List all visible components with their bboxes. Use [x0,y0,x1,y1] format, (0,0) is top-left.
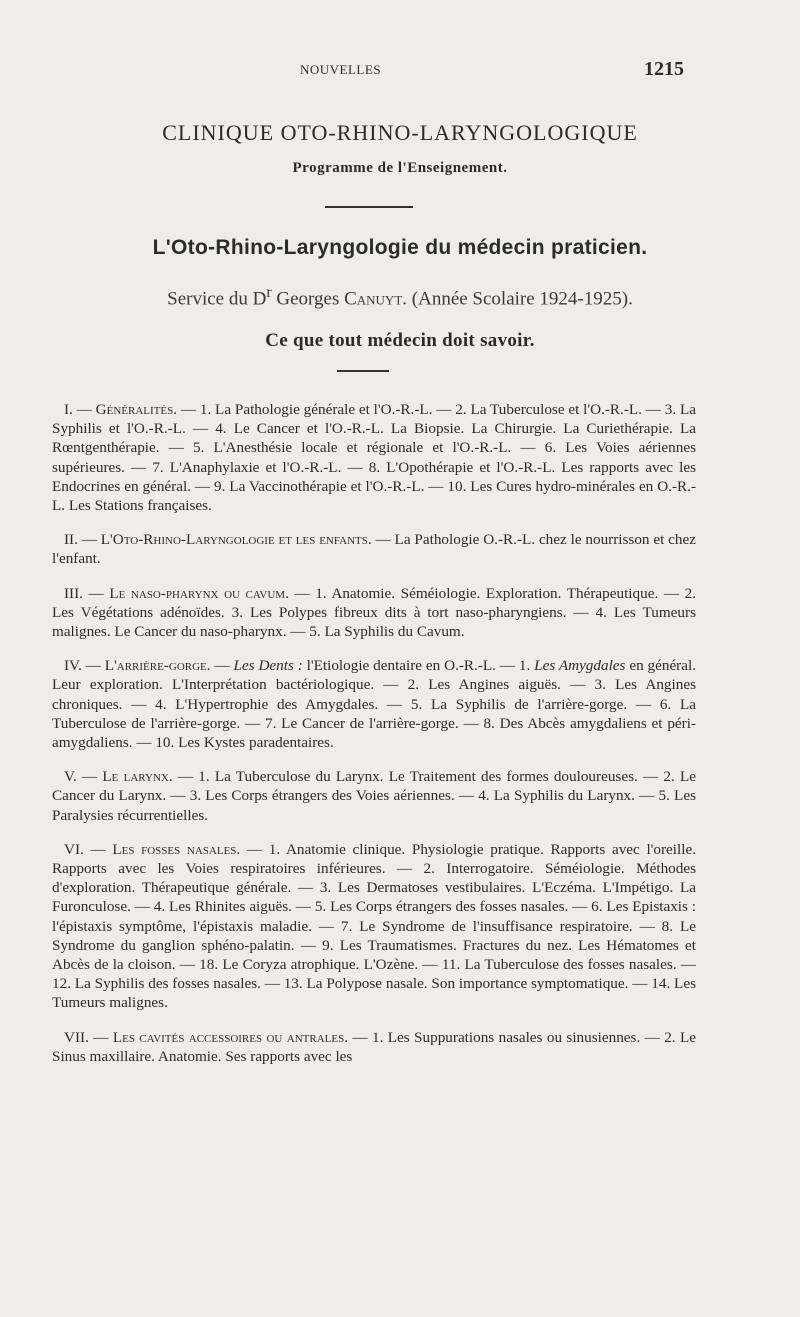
divider-rule [325,206,413,208]
section-text: en général. Leur exploration. L'Interprétation bactériologique. — 2. Les Angines aiguës. — 3. Les Angines chroniques. — 4. L'Hypertrophie des Amygdales. — 5. La Syphilis de l'arrière-gorge. — 6. La Tuberculose de l'arrière-gorge. — 7. Le Cancer de l'arrière-gorge. — 8. Des Abcès amygdaliens et péri-amygdaliens. — 10. Les Kystes paradentaires. [52,657,697,752]
divider-rule [337,370,389,372]
section-heading: Ce que tout médecin doit savoir. [265,330,535,351]
service-year: (Année Scolaire 1924-1925). [411,288,633,310]
section-head: Le naso-pharynx ou cavum. [109,584,289,602]
running-header [0,60,800,84]
section-number: III. — [64,584,110,602]
service-prefix: Service du D [167,288,267,310]
section-number: VI. — [64,840,113,858]
syllabus-section: IV. — L'arrière-gorge. — Les Dents : l'Etiologie dentaire en O.-R.-L. — 1. Les Amygdales en général. Leur exploration. L'Interprétation bactériologique. — 2. Les Angines aiguës. — 3. Les Angines chroniques. — 4. L'Hypertrophie des Amygdales. — 5. La Syphilis de l'arrière-gorge. — 6. La Tuberculose de l'arrière-gorge. — 7. Le Cancer de l'arrière-gorge. — 8. Des Abcès amygdaliens et péri-amygdaliens. — 10. Les Kystes paradentaires. [52,657,697,752]
syllabus-section [52,767,696,825]
programme-subtitle: Programme de l'Enseignement. [292,160,508,176]
syllabus-section [52,400,696,515]
section-text: — 1. Anatomie. Séméiologie. Exploration. Thérapeutique. — 2. Les Végétations adénoïdes. 3. Les Polypes fibreux dits à tort naso-pharyngiens. — 4. Les Tumeurs malignes. Le Cancer du naso-pharynx. — 5. La Syphilis du Cavum. [52,584,696,641]
page-number: 1215 [644,58,684,80]
service-first-name: Georges [276,288,340,310]
section-number: IV. — [64,657,105,675]
clinic-title: CLINIQUE OTO-RHINO-LARYNGOLOGIQUE [162,120,638,145]
section-text: — 1. Anatomie clinique. Physiologie pratique. Rapports avec l'oreille. Rapports avec les Voies respiratoires inférieures. — 2. Interrogatoire. Séméiologie. Méthodes d'exploration. Thérapeutique générale. — 3. Les Dermatoses vestibulaires. L'Eczéma. L'Impétigo. La Furonculose. — 4. Les Rhinites aiguës. — 5. Les Corps étrangers des fosses nasales. — 6. Les Epistaxis : l'épistaxis symptôme, l'épistaxis maladie. — 7. Le Syndrome de l'insuffisance respiratoire. — 8. Le Syndrome du ganglion sphéno-palatin. — 9. Les Traumatismes. Fractures du nez. Les Hématomes et Abcès de la cloison. — 18. Le Coryza atrophique. L'Ozène. — 11. La Tuberculose des fosses nasales. — 12. La Syphilis des fosses nasales. — 13. La Polypose nasale. Son importance symptomatique. — 14. Les Tumeurs malignes. [52,840,696,1012]
section-head: Les fosses nasales. [112,840,241,858]
syllabus-section [52,840,696,1013]
syllabus-body [52,400,696,1081]
section-head: Généralités. [95,401,178,418]
section-text: — 1. La Pathologie générale et l'O.-R.-L. — 2. La Tuberculose et l'O.-R.-L. — 3. La Syphilis et l'O.-R.-L. — 4. Le Cancer et l'O.-R.-L. La Biopsie. La Chirurgie. La Curiethérapie. La Rœntgenthérapie. — 5. L'Anesthésie locale et régionale et l'O.-R.-L. — 6. Les Voies aériennes supérieures. — 7. L'Anaphylaxie et l'O.-R.-L. — 8. L'Opothérapie et l'O.-R.-L. Les rapports avec les Endocrines en général. — 9. La Vaccinothérapie et l'O.-R.-L. — 10. Les Cures hydro-minérales en O.-R.-L. Les Stations françaises. [52,401,697,515]
main-title: L'Oto-Rhino-Laryngologie du médecin praticien. [152,236,648,259]
section-italic-term: Les Amygdales [534,657,626,675]
syllabus-section [52,530,696,568]
service-surname: Canuyt. [344,288,408,310]
section-text: l'Etiologie dentaire en O.-R.-L. — 1. [302,657,535,675]
section-text: — La Pathologie O.-R.-L. chez le nourrisson et chez l'enfant. [52,531,696,568]
section-number: VII. — [64,1028,113,1046]
section-text: — 1. Les Suppurations nasales ou sinusiennes. — 2. Le Sinus maxillaire. Anatomie. Ses rapports avec les [52,1028,696,1065]
service-line [0,284,800,310]
section-head: L'Oto-Rhino-Laryngologie et les enfants. [100,531,372,549]
syllabus-section [52,584,696,642]
section-number: V. — [64,768,103,786]
section-number: I. — [64,401,96,418]
section-text: — 1. La Tuberculose du Larynx. Le Traitement des formes douloureuses. — 2. Le Cancer du Larynx. — 3. Les Corps étrangers des Voies aériennes. — 4. La Syphilis du Larynx. — 5. Les Paralysies récurrentielles. [52,768,696,824]
section-head: L'arrière-gorge. [104,657,211,675]
running-title: NOUVELLES [300,62,382,77]
section-head: Les cavités accessoires ou antrales. [112,1028,349,1046]
section-number: II. — [64,531,101,549]
section-italic-term: Les Dents : [233,657,303,675]
service-title-sup: r [266,284,272,301]
syllabus-section [52,1028,696,1066]
section-head: Le larynx. [102,768,173,786]
